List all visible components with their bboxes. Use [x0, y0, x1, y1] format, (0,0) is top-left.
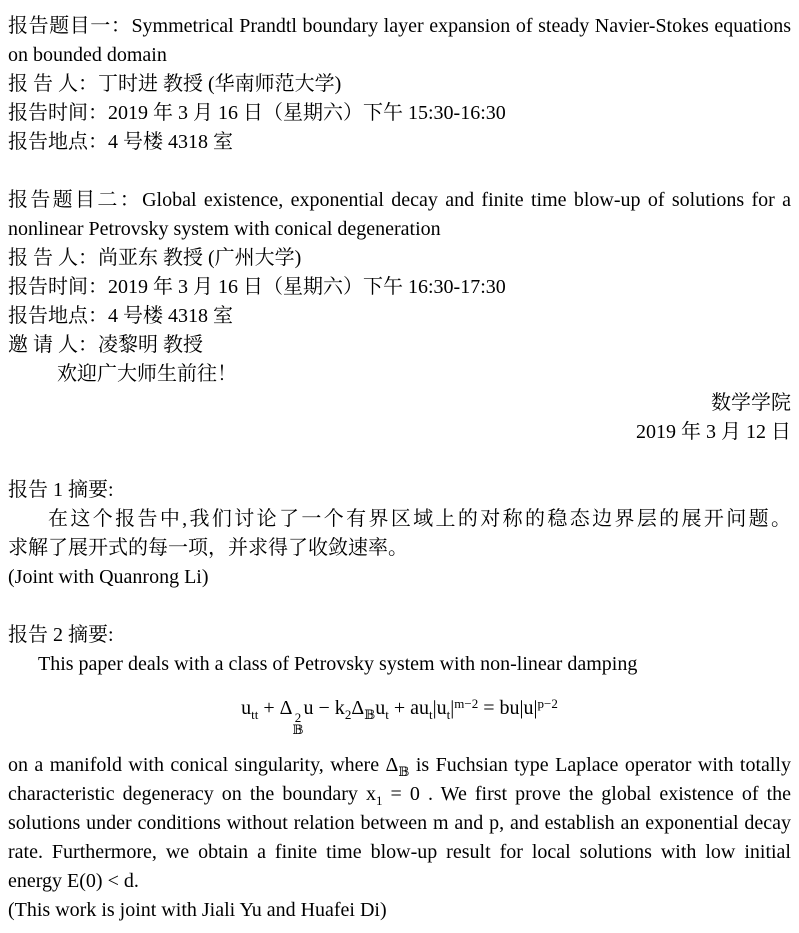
talk1-speaker-text: 丁时进 教授 (华南师范大学) — [98, 73, 342, 95]
talk1-title-text: Symmetrical Prandtl boundary layer expansion of steady Navier-Stokes equations on bounded domain — [8, 15, 791, 66]
talk1-speaker-label: 报 告 人： — [8, 73, 98, 95]
abstract2-body: on a manifold with conical singularity, where $\Delta_𝔹$ is Fuchsian type Laplace operator with totally characteristic degeneracy on the boundary $x_1 = 0$ . We first prove the global existence of the solutions under conditions without relation between m and p, and establish an exponential decay rate. Furthermore, we obtain a finite time blow-up result for local solutions with low initial energy E(0) < d. — [8, 754, 791, 892]
talk2-speaker-text: 尚亚东 教授 (广州大学) — [98, 247, 302, 269]
abstract2-heading: 报告 2 摘要: — [8, 624, 114, 646]
talk2-time-text: 2019 年 3 月 16 日（星期六）下午 16:30-17:30 — [108, 276, 506, 298]
talk2-section — [8, 186, 791, 360]
spacer — [8, 447, 791, 476]
spacer — [8, 592, 791, 621]
signoff-organization: 数学学院 — [711, 392, 791, 414]
abstract1-body-line2: 求解了展开式的每一项，并求得了收敛速率。 — [8, 537, 408, 559]
talk2-venue-text: 4 号楼 4318 室 — [108, 305, 233, 327]
abstract1-section — [8, 476, 791, 592]
signoff-section — [8, 389, 791, 447]
talk2-title-label: 报告题目二： — [8, 189, 143, 211]
talk2-inviter-label: 邀 请 人： — [8, 334, 98, 356]
welcome-line: 欢迎广大师生前往！ — [57, 363, 237, 385]
talk2-title-text: Global existence, exponential decay and finite time blow-up of solutions for a nonlinear Petrovsky system with conical degeneration — [8, 189, 791, 240]
talk2-inviter — [8, 331, 791, 360]
abstract2-intro: This paper deals with a class of Petrovsky system with non-linear damping — [38, 653, 638, 675]
talk2-inviter-text: 凌黎明 教授 — [98, 334, 203, 356]
talk1-speaker — [8, 70, 791, 99]
talk2-title — [8, 186, 791, 244]
talk1-title — [8, 12, 791, 70]
talk1-title-label: 报告题目一： — [8, 15, 132, 37]
abstract1-heading: 报告 1 摘要: — [8, 479, 114, 501]
talk1-time-label: 报告时间： — [8, 102, 108, 124]
petrovsky-equation-formula: $u_{tt} + \Delta$ 2 𝔹 $u - k_2\Delta_𝔹u_t + au_t|u_t|^{m-2} = bu|u|^{p-2}$ — [241, 696, 558, 737]
talk1-venue-text: 4 号楼 4318 室 — [108, 131, 233, 153]
talk2-venue-label: 报告地点： — [8, 305, 108, 327]
abstract1-body-line1: 在这个报告中,我们讨论了一个有界区域上的对称的稳态边界层的展开问题。 — [48, 508, 791, 530]
talk2-speaker — [8, 244, 791, 273]
signoff-date: 2019 年 3 月 12 日 — [636, 421, 791, 443]
abstract2-joint-note: (This work is joint with Jiali Yu and Huafei Di) — [8, 899, 387, 921]
talk1-section — [8, 12, 791, 157]
spacer — [8, 157, 791, 186]
abstract1-joint-note: (Joint with Quanrong Li) — [8, 566, 209, 588]
talk2-time — [8, 273, 791, 302]
talk2-time-label: 报告时间： — [8, 276, 108, 298]
talk1-time — [8, 99, 791, 128]
talk1-venue-label: 报告地点： — [8, 131, 108, 153]
abstract2-section — [8, 621, 791, 925]
talk2-speaker-label: 报 告 人： — [8, 247, 98, 269]
talk2-venue — [8, 302, 791, 331]
talk1-venue — [8, 128, 791, 157]
talk1-time-text: 2019 年 3 月 16 日（星期六）下午 15:30-16:30 — [108, 102, 506, 124]
